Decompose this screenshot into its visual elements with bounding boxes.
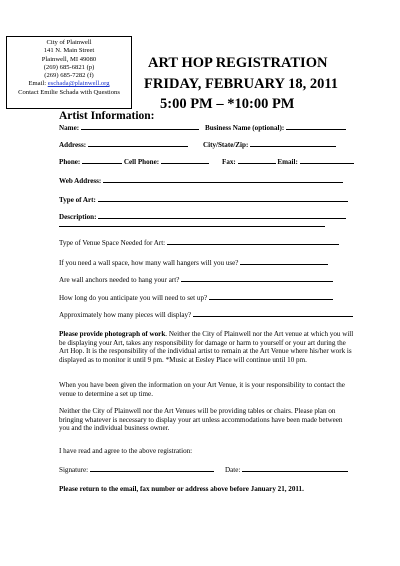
fax-label: Fax:: [222, 158, 236, 166]
venue-space-row: [59, 238, 339, 247]
description-label: Description:: [59, 213, 97, 221]
date-row: [225, 465, 348, 474]
photo-rest-text: . Neither the City of Plainwell nor the Art venue at which you will be displaying your Art, takes any responsibility for damage or harm to yourself or your art during the Art Hop. It is the responsibility of the individual artist to remain at the Art Venue where his/her work is displayed as to monitor it until 9 pm. *Music at Eesley Place will continue until 10 pm.: [59, 330, 354, 364]
return-note: Please return to the email, fax number or address above before January 21, 2011.: [59, 485, 304, 493]
date-field[interactable]: [242, 465, 348, 472]
pieces-row: [59, 310, 353, 319]
contact-questions: Contact Emilie Schada with Questions: [18, 88, 120, 96]
fax-email-row: [222, 157, 354, 166]
name-row: [59, 123, 199, 132]
phones-row: [59, 157, 209, 166]
city-state-zip-label: City/State/Zip:: [203, 141, 249, 149]
signature-row: [59, 465, 214, 474]
city-state-zip-field[interactable]: [250, 140, 336, 147]
agree-text: I have read and agree to the above registration:: [59, 447, 193, 455]
wall-hangers-question: If you need a wall space, how many wall hangers will you use?: [59, 259, 239, 267]
business-name-label: Business Name (optional):: [205, 124, 285, 132]
wall-hangers-field[interactable]: [240, 258, 328, 265]
venue-space-field[interactable]: [167, 238, 339, 245]
contact-street: 141 N. Main Street: [43, 47, 95, 55]
artist-info-heading: Artist Information:: [59, 110, 155, 122]
photo-bold-text: Please provide photograph of work: [59, 330, 166, 338]
address-field[interactable]: [88, 140, 188, 147]
contact-box: [6, 36, 132, 109]
name-field[interactable]: [81, 123, 199, 130]
tables-paragraph: Neither the City of Plainwell nor the Art Venues will be providing tables or chairs. Please plan on bringing whatever is necessary to display your art unless accommodations have been made between you and the individual business owner.: [59, 407, 343, 433]
phone-label: Phone:: [59, 158, 81, 166]
venue-info-paragraph: When you have been given the information on your Art Venue, it is your responsibility to contact the venue to determine a set up time.: [59, 381, 345, 398]
web-address-label: Web Address:: [59, 177, 102, 185]
contact-fax: (269) 685-7282 (f): [44, 72, 94, 80]
email-field[interactable]: [300, 157, 354, 164]
signature-field[interactable]: [90, 465, 214, 472]
event-date: FRIDAY, FEBRUARY 18, 2011: [144, 76, 339, 92]
city-row: [203, 140, 336, 149]
contact-email-label: Email:: [28, 80, 48, 88]
web-address-field[interactable]: [103, 176, 343, 183]
event-time: 5:00 PM – *10:00 PM: [160, 96, 295, 112]
pieces-field[interactable]: [193, 310, 353, 317]
address-label: Address:: [59, 141, 87, 149]
business-row: [205, 123, 346, 132]
wall-anchors-question: Are wall anchors needed to hang your art?: [59, 276, 180, 284]
description-row: [59, 212, 346, 221]
description-extra-line[interactable]: [59, 226, 325, 227]
wall-hangers-row: [59, 258, 328, 267]
type-of-art-field[interactable]: [98, 195, 348, 202]
type-of-art-label: Type of Art:: [59, 196, 96, 204]
photo-paragraph: [59, 330, 354, 364]
business-name-field[interactable]: [286, 123, 346, 130]
address-row: [59, 140, 188, 149]
contact-email-link[interactable]: eschada@plainwell.org: [47, 80, 110, 88]
cell-phone-field[interactable]: [161, 157, 209, 164]
signature-label: Signature:: [59, 466, 89, 474]
setup-time-field[interactable]: [209, 293, 333, 300]
phone-field[interactable]: [82, 157, 122, 164]
pieces-question: Approximately how many pieces will display?: [59, 311, 192, 319]
contact-email-line: [7, 80, 131, 88]
contact-city: Plainwell, MI 49080: [41, 55, 97, 63]
cell-phone-label: Cell Phone:: [123, 158, 160, 166]
venue-space-question: Type of Venue Space Needed for Art:: [59, 239, 166, 247]
contact-org: City of Plainwell: [46, 39, 92, 46]
description-field[interactable]: [98, 212, 346, 219]
email-label: Email:: [277, 158, 298, 166]
wall-anchors-row: [59, 275, 333, 284]
name-label: Name:: [59, 124, 80, 132]
fax-field[interactable]: [238, 157, 276, 164]
web-row: [59, 176, 343, 185]
setup-time-question: How long do you anticipate you will need to set up?: [59, 294, 208, 302]
wall-anchors-field[interactable]: [181, 275, 333, 282]
art-type-row: [59, 195, 348, 204]
contact-phone: (269) 685-6821 (p): [43, 63, 95, 71]
setup-time-row: [59, 293, 333, 302]
date-label: Date:: [225, 466, 241, 474]
registration-title: ART HOP REGISTRATION: [148, 55, 328, 71]
